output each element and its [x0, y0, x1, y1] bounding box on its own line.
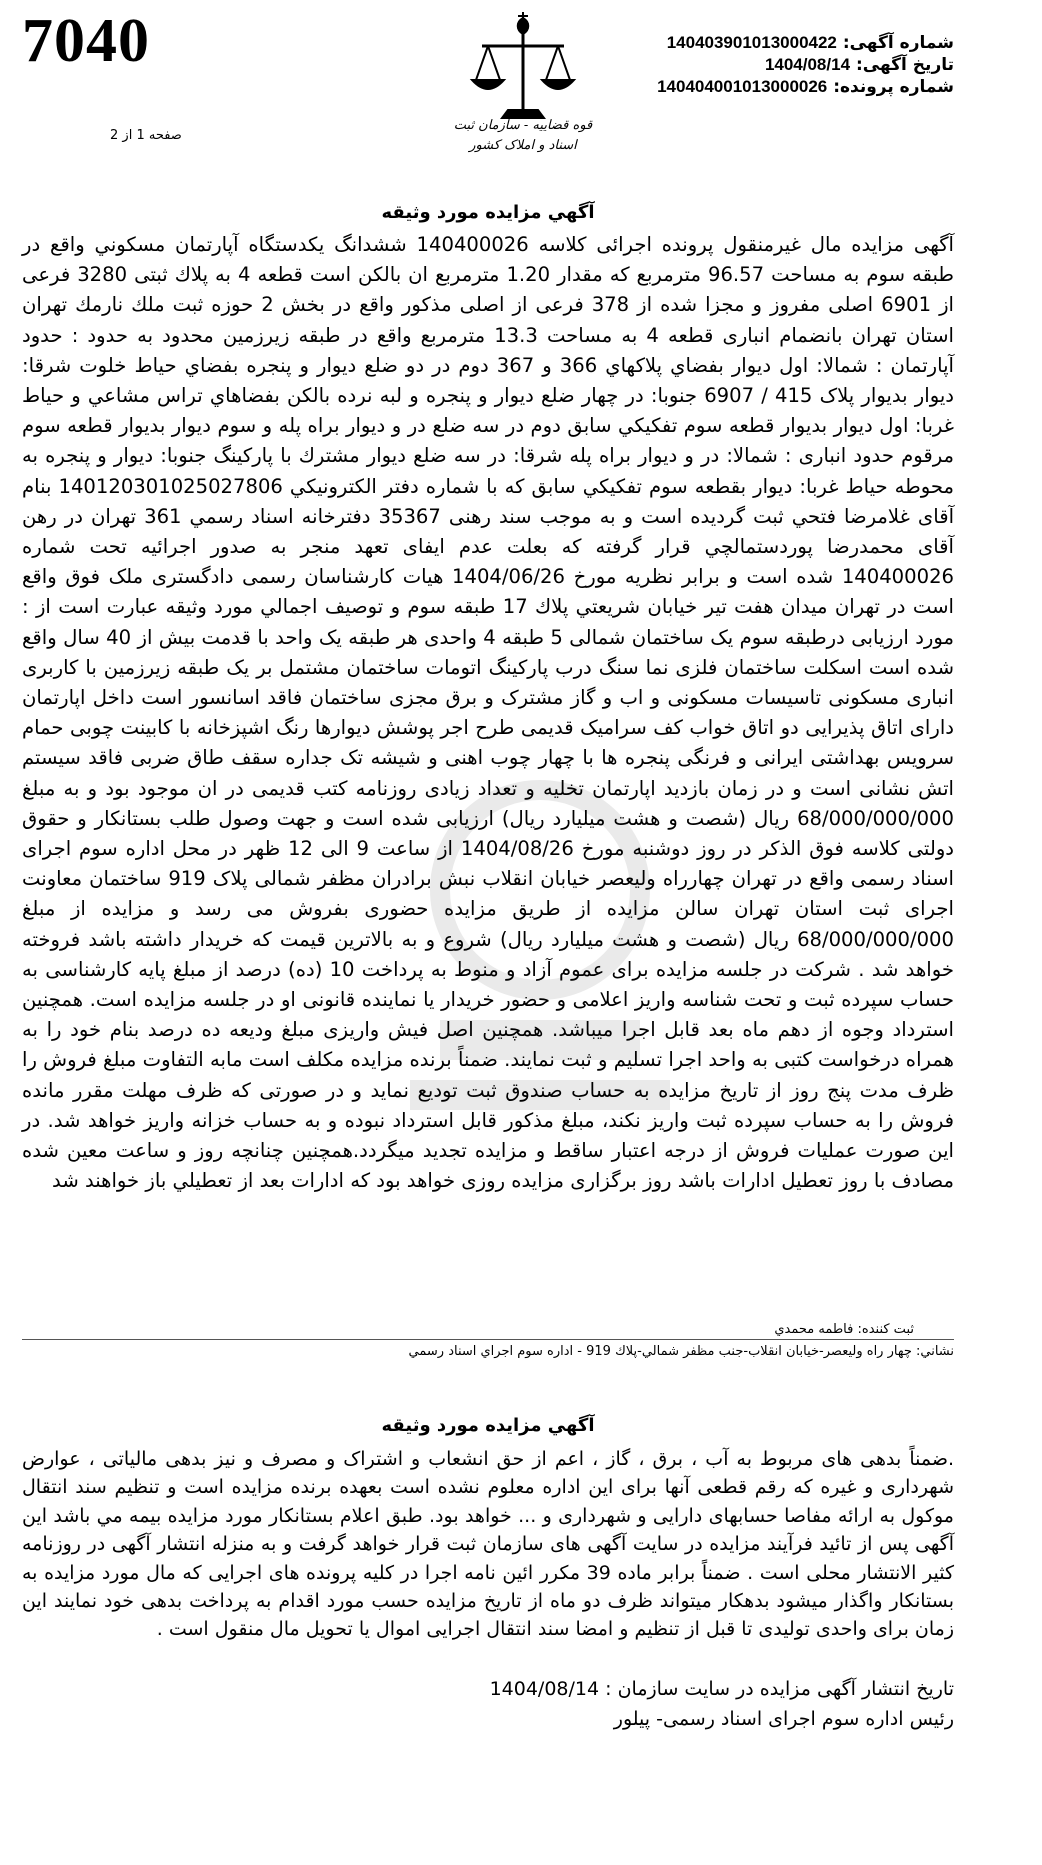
ad-number: 7040: [22, 7, 150, 75]
case-number-value: 140404001013000026: [657, 77, 828, 96]
ad-id-label: شماره آگهی:: [842, 33, 954, 53]
section2-title: آگهي مزايده مورد وثيقه: [381, 1415, 595, 1436]
signature-line: رئيس اداره سوم اجرای اسناد رسمی- پیلور: [613, 1708, 954, 1730]
page-indicator: صفحه 1 از 2: [110, 128, 182, 143]
ad-id-row: [667, 32, 954, 54]
section1-title: آگهي مزايده مورد وثيقه: [381, 202, 595, 223]
judiciary-emblem: [438, 2, 608, 172]
registrar-row: [22, 1322, 954, 1337]
case-number-label: شماره پرونده:: [833, 77, 954, 97]
office-address: نشاني: چهار راه وليعصر-خيابان انقلاب-جنب مظفر شمالي-پلاك 919 - اداره سوم اجراي اسناد رسمي: [408, 1344, 954, 1359]
section2-body: .ضمناً بدهی های مربوط به آب ، برق ، گاز ، اعم از حق انشعاب و اشتراک و مصرف و نیز بدهی مالیاتی ، عوارض شهرداری و غیره که رقم قطعی آنها برای این اداره معلوم نشده است بعهده برنده مزایده است و تنظیم سند انتقال موکول به ارائه مفاصا حسابهای دارایی و شهرداری و ... خواهد بود. طبق اعلام بستانکار مورد مزایده بیمه مي باشد این آگهی پس از تائید فرآیند مزایده در سایت آگهی های سازمان ثبت قرار خواهد گرفت و به منزله انتشار آگهی در روزنامه کثیر الانتشار محلی است . ضمناً برابر ماده 39 مکرر ائین نامه اجرا در کلیه پرونده های اجرایی که مال مورد مزایده به بستانکار واگذار میشود بدهکار میتواند ظرف دو ماه از تاریخ مزایده حسب مورد اقدام به پرداخت بدهی خود نمایند این زمان برای واحدی تولیدی تا قبل از تنظیم و امضا سند انتقال اجرایی اموال یا تحویل مال منقول است .: [22, 1448, 955, 1641]
ad-date-label: تاریخ آگهی:: [855, 55, 954, 75]
ad-date-value: 1404/08/14: [764, 55, 851, 74]
ad-date-row: [765, 54, 954, 76]
ad-id-value: 140403901013000422: [666, 33, 837, 52]
divider: [22, 1339, 954, 1340]
case-number-row: [657, 76, 954, 98]
registrar-name: فاطمه محمدي: [774, 1322, 854, 1337]
registrar-label: ثبت کننده:: [857, 1322, 914, 1337]
section1-body: آگهی مزایده مال غیرمنقول پرونده اجرائی کلاسه 140400026 ششدانگ يكدستگاه آپارتمان مسكوني واقع در طبقه سوم به مساحت 96.57 مترمربع كه مقدار 1.20 مترمربع ان بالكن است قطعه 4 به پلاك ثبتی 3280 فرعی از 6901 اصلی مفروز و مجزا شده از 378 فرعی از اصلی مذكور واقع در بخش 2 حوزه ثبت ملك نارمك تهران استان تهران بانضمام انباری قطعه 4 به مساحت 13.3 مترمربع واقع در طبقه زیرزمین محدود به حدود : حدود آپارتمان : شمالا: اول دیوار بفضاي پلاكهاي 366 و 367 دوم در دو ضلع دیوار و پنجره بفضاي حياط خلوت شرقا: دیوار بدیوار پلاک 415 / 6907 جنوبا: در چهار ضلع دیوار و پنجره و لبه نرده بالکن بفضاهاي تراس مشاعي و حیاط غربا: اول دیوار بدیوار قطعه سوم تفكيكي سابق دوم در سه ضلع در و دیوار براه پله و سوم دیوار بدیوار قطعه سوم مرقوم حدود انباری : شمالا: در و دیوار براه پله شرقا: در سه ضلع دیوار مشترك با پاركينگ جنوبا: دیوار و پنجره به محوطه حیاط غربا: دیوار بقطعه سوم تفكيكي سابق كه با شماره دفتر الكترونيكي 140120301025027806 بنام آقای غلامرضا فتحي ثبت گرديده است و به موجب سند رهنی 35367 دفترخانه اسناد رسمي 361 تهران در رهن آقای محمدرضا پوردستمالچي قرار گرفته كه بعلت عدم ایفای تعهد منجر به صدور اجرائيه تحت شماره 140400026 شده است و برابر نظریه مورخ 1404/06/26 هيات كارشناسان رسمی دادگستری ملک فوق واقع است در تهران ميدان هفت تير خيابان شريعتي پلاك 17 طبقه سوم و توصيف اجمالي مورد وثيقه عبارت است از : مورد ارزیابی درطبقه سوم یک ساختمان شمالی 5 طبقه 4 واحدی هر طبقه یک واحد با قدمت بیش از 40 سال واقع شده است اسکلت ساختمان فلزی نما سنگ درب پارکینگ اتومات ساختمان مشتمل بر یک طبقه زیرزمین با کاربری انباری مسکونی تاسیسات مسکونی و اب و گاز مشترک و برق مجزی ساختمان فاقد اسانسور است داخل اپارتمان دارای اتاق پذیرایی دو اتاق خواب کف سرامیک قدیمی طرح اجر پوشش دیوارها رنگ اشپزخانه با کابینت چوبی حمام سرویس بهداشتی ایرانی و فرنگی پنجره ها با چهار چوب اهنی و شیشه تک جداره سقف طاق ضربی فاقد سیستم اتش نشانی است و در زمان بازدید اپارتمان تخلیه و تعداد زیادی روزنامه کتب قدیمی در ان موجود بود و به مبلغ 68/000/000/000 ریال (شصت و هشت میلیارد ریال) ارزیابی شده است و جهت وصول طلب بستانكار و حقوق دولتی كلاسه فوق الذكر در روز دوشنبه مورخ 1404/08/26 از ساعت 9 الی 12 ظهر در محل اداره سوم اجرای اسناد رسمی واقع در تهران چهارراه وليعصر خيابان انقلاب نبش برادران مظفر شمالی پلاک 919 ساختمان معاونت اجرای ثبت استان تهران سالن مزايده از طريق مزايده حضوری بفروش می رسد و مزایده از مبلغ 68/000/000/000 ریال (شصت و هشت میلیارد ریال) شروع و به بالاترین قیمت که خریدار داشته باشد فروخته خواهد شد . شرکت در جلسه مزایده برای عموم آزاد و منوط به پرداخت 10 (ده) درصد از مبلغ پایه کارشناسی به حساب سپرده ثبت و تحت شناسه واریز اعلامی و حضور خریدار یا نماینده قانونی او در جلسه مزایده است. همچنین استرداد وجوه از دهم ماه بعد قابل اجرا میباشد. همچنین اصل فیش واریزی مبلغ ودیعه ده درصد بنام خود را به همراه درخواست کتبی به واحد اجرا تسلیم و ثبت نمایند. ضمناً برنده مزایده مکلف است مابه التفاوت مبلغ فروش را ظرف مدت پنج روز از تاریخ مزایده به حساب صندوق ثبت توديع نماید و در صورتی که ظرف مهلت مقرر مانده فروش را به حساب سپرده ثبت واریز نکند، مبلغ مذکور قابل استرداد نبوده و به حساب خزانه واریز خواهد شد. در این صورت عملیات فروش از درجه اعتبار ساقط و مزایده تجدید میگردد.همچنين چنانچه روز و ساعت معين شده مصادف با روز تعطيل ادارات باشد روز برگزاری مزايده روزی خواهد بود كه ادارات بعد از تعطيلي باز خواهند شد: [22, 233, 955, 1193]
emblem-caption: قوه قضاییه - سازمان ثبت اسناد و املاک کشور: [453, 118, 593, 153]
publish-date-line: تاریخ انتشار آگهی مزایده در سایت سازمان : 1404/08/14: [489, 1678, 954, 1700]
